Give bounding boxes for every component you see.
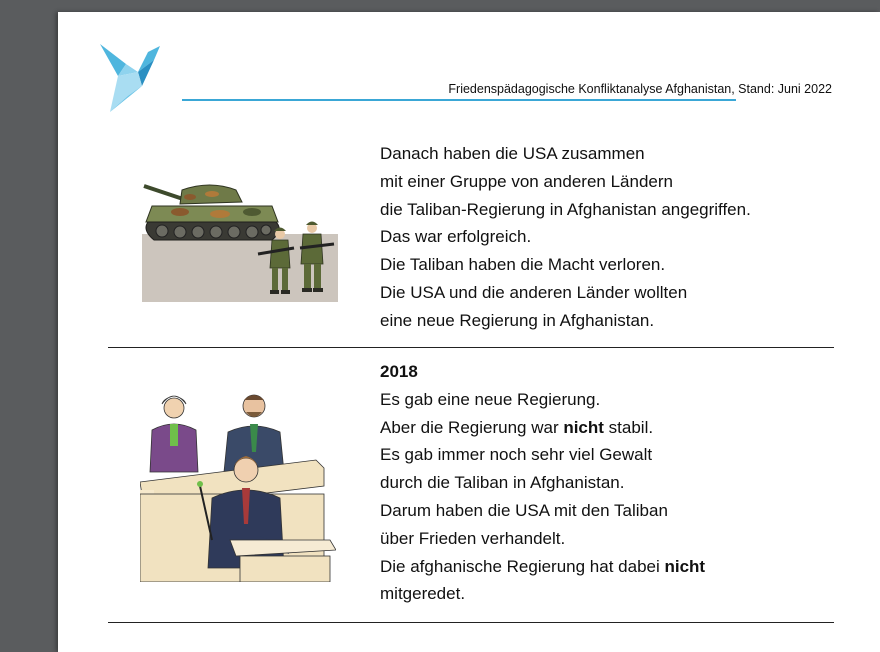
tank-icon — [144, 185, 279, 240]
text-line — [380, 553, 705, 581]
parliament-speaker-illustration — [140, 390, 336, 582]
header-divider — [182, 99, 736, 101]
text-line: Es gab eine neue Regierung. — [380, 389, 601, 409]
emphasis-text: nicht — [563, 417, 604, 437]
text-line: eine neue Regierung in Afghanistan. — [380, 310, 655, 330]
section-divider — [108, 347, 834, 348]
text-line: mit einer Gruppe von anderen Ländern — [380, 171, 673, 191]
text-segment: stabil. — [603, 417, 654, 437]
text-line: Es gab immer noch sehr viel Gewalt — [380, 445, 653, 465]
tank-soldiers-illustration — [140, 182, 340, 304]
woman-figure-icon — [150, 396, 198, 472]
text-line: Die Taliban haben die Macht verloren. — [380, 255, 666, 275]
text-line: Das war erfolgreich. — [380, 227, 532, 247]
text-line: durch die Taliban in Afghanistan. — [380, 473, 625, 493]
text-line: Die USA und die anderen Länder wollten — [380, 282, 688, 302]
text-line — [380, 414, 705, 442]
text-segment: Die afghanische Regierung hat dabei — [380, 556, 665, 576]
document-page — [58, 12, 880, 652]
section-2-text — [380, 358, 705, 608]
origami-bird-logo-icon — [98, 42, 164, 114]
year-heading: 2018 — [380, 362, 418, 381]
text-segment: Aber die Regierung war — [380, 417, 564, 437]
text-line: die Taliban-Regierung in Afghanistan angegriffen. — [380, 199, 751, 219]
text-line: Darum haben die USA mit den Taliban — [380, 500, 668, 520]
text-line: über Frieden verhandelt. — [380, 528, 566, 548]
section-1-text — [380, 140, 751, 335]
section-divider — [108, 622, 834, 623]
text-line: Danach haben die USA zusammen — [380, 144, 645, 163]
emphasis-text: nicht — [664, 556, 706, 576]
header-title: Friedenspädagogische Konfliktanalyse Afghanistan, Stand: Juni 2022 — [448, 82, 832, 96]
text-line: mitgeredet. — [380, 584, 466, 604]
